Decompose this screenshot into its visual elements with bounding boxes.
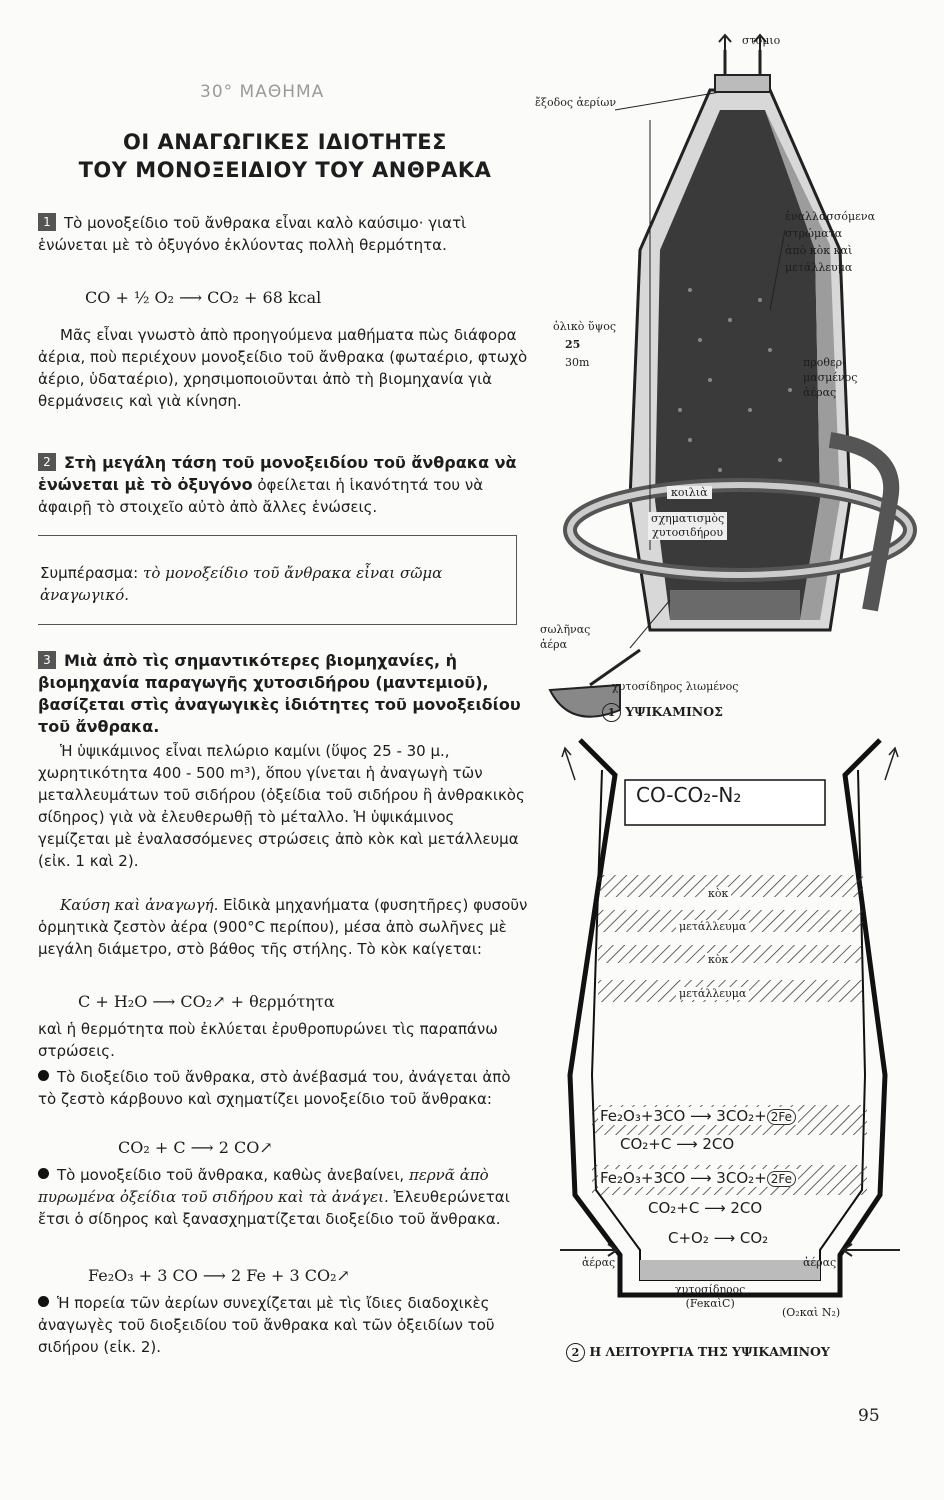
gas-up-arrow-icon: [719, 35, 731, 50]
conclusion: [40, 562, 500, 606]
bullet-2-start: Τὸ μονοξείδιο τοῦ ἄνθρακα, καθὼς ἀνεβαίνει,: [57, 1166, 405, 1184]
section-1: [38, 212, 528, 256]
gas-up-arrow-icon: [885, 748, 898, 780]
equation-co-combustion: CO + ½ O₂ ⟶ CO₂ + 68 kcal: [85, 288, 322, 307]
gas-up-arrow-icon: [562, 748, 575, 780]
label-ore-2: μετάλλευμα: [676, 987, 749, 1000]
molten-iron-pool: [670, 590, 800, 620]
combustion-text: Εἰδικὰ μηχανήματα (φυσητῆρες) φυσοῦν ὁρμητικὰ ζεστὸν ἀέρα (900°C περίπου), μέσα ἀπὸ σωλῆνες μὲ μεγάλη διάμετρο, στὸ βάθος τῆς στήλης. Τὸ κὸκ καίγεται:: [38, 896, 528, 958]
reaction-4: CO₂+C ⟶ 2CO: [648, 1199, 763, 1217]
bullet-2-end: Ἐλευθερώνεται ἔτσι ὁ σίδηρος καὶ ξανασχηματίζεται διοξείδιο τοῦ ἄνθρακα.: [38, 1188, 510, 1228]
section-2-bold: Στὴ μεγάλη τάση τοῦ μονοξειδίου τοῦ ἄνθρακα νὰ ἑνώνεται μὲ τὸ ὀξυγόνο: [38, 453, 517, 494]
section-number: 1: [38, 213, 56, 231]
combustion-heading: Καύση καὶ ἀναγωγή.: [60, 896, 219, 914]
air-inlet-arrow-icon: [560, 1244, 617, 1256]
caption-number-1: 1: [602, 703, 621, 722]
label-cast-iron: χυτοσίδηρος (FeκαὶC): [675, 1283, 746, 1310]
furnace-mouth: [715, 75, 770, 92]
bullet-2: [38, 1164, 528, 1230]
section-3-paragraph-1: Ἡ ὑψικάμινος εἶναι πελώριο καμίνι (ὕψος 25 - 30 μ., χωρητικότητα 400 - 500 m³), ὅπου γίνεται ἡ ἀναγωγὴ τῶν μεταλλευμάτων τοῦ σιδήρου (ὀξείδια τοῦ σιδήρου ἢ ἀνθρακικὸς σίδηρος) γιὰ νὰ ἐλευθερωθῇ τὸ μέταλλο. Ἡ ὑψικάμινος γεμίζεται μὲ ἐναλασσόμενες στρώσεις ἀπὸ κὸκ καὶ μετάλλευμα (εἰκ. 1 καὶ 2).: [38, 742, 525, 870]
section-3: [38, 650, 528, 738]
section-2-rest: ὀφείλεται ἡ ἱκανότητά του νὰ ἀφαιρῇ τὸ στοιχεῖο αὐτὸ ἀπὸ ἄλλες ἑνώσεις.: [38, 476, 484, 516]
conclusion-text: τὸ μονοξείδιο τοῦ ἄνθρακα εἶναι σῶμα ἀναγωγικό.: [40, 564, 443, 604]
label-air-right: ἀέρας: [803, 1256, 837, 1269]
bullet-icon: [38, 1070, 49, 1081]
equation-co2-carbon: CO₂ + C ⟶ 2 CO↗: [118, 1138, 273, 1157]
label-air-pipe: σωλῆνας ἀέρα: [540, 623, 591, 651]
label-preheated-air: προθερ- μασμένος ἀέρας: [803, 356, 858, 399]
label-coke-2: κὸκ: [705, 953, 731, 966]
molten-iron: [640, 1260, 820, 1280]
label-iron-formation: σχηματισμὸς χυτοσιδήρου: [648, 512, 727, 540]
figure-2-caption: 2 Η ΛΕΙΤΟΥΡΓΙΑ ΤΗΣ ΥΨΙΚΑΜΙΝΟΥ: [566, 1343, 830, 1362]
section-1-paragraph: Μᾶς εἶναι γνωστὸ ἀπὸ προηγούμενα μαθήματα πὼς διάφορα ἀέρια, ποὺ περιέχουν μονοξείδιο τοῦ ἄνθρακα (φωταέριο, φτωχὸ ἀέριο, ὑδαταέριο), χρησιμοποιοῦνται ἀπὸ τὴ βιομηχανία γιὰ θερμάνσεις καὶ γιὰ κίνηση.: [38, 326, 528, 410]
label-air-left: ἀέρας: [582, 1256, 616, 1269]
section-2: [38, 452, 528, 518]
label-molten-iron: χυτοσίδηρος λιωμένος: [612, 680, 739, 693]
section-3-bold: Μιὰ ἀπὸ τὶς σημαντικότερες βιομηχανίες, ἡ βιομηχανία παραγωγῆς χυτοσιδήρου (μαντεμιοῦ), βασίζεται στὶς ἀναγωγικὲς ἰδιότητες τοῦ μονοξειδίου τοῦ ἄνθρακα.: [38, 651, 521, 736]
section-3-paragraph-2: [38, 894, 528, 984]
gas-exit-pipes: [725, 50, 760, 75]
label-mouth: στόμιο: [742, 34, 781, 47]
iron-product-badge: 2Fe: [767, 1109, 796, 1125]
section-number: 2: [38, 453, 56, 471]
bullet-1-text: Τὸ διοξείδιο τοῦ ἄνθρακα, στὸ ἀνέβασμά του, ἀνάγεται ἀπὸ τὸ ζεστὸ κάρβουνο καὶ σχηματίζει μονοξείδιο τοῦ ἄνθρακα:: [38, 1068, 511, 1108]
bullet-3-text: Ἡ πορεία τῶν ἀερίων συνεχίζεται μὲ τὶς ἴδιες διαδοχικὲς ἀναγωγὲς τοῦ διοξειδίου τοῦ ἄνθρακα καὶ τῶν ὀξειδίων τοῦ σιδήρου (εἰκ. 2).: [38, 1294, 495, 1356]
label-cavity: κοιλιὰ: [667, 486, 712, 499]
label-ore-1: μετάλλευμα: [676, 920, 749, 933]
section-3-paragraph-3: καὶ ἡ θερμότητα ποὺ ἐκλύεται ἐρυθροπυρώνει τὶς παραπάνω στρώσεις.: [38, 1020, 498, 1060]
bullet-2-italic: περνᾶ ἀπὸ πυρωμένα ὀξείδια τοῦ σιδήρου καὶ τὰ ἀνάγει.: [38, 1166, 489, 1206]
figure-1-caption: 1 ΥΨΙΚΑΜΙΝΟΣ: [602, 703, 723, 722]
label-exhaust-gases: (O₂καὶ N₂): [782, 1306, 841, 1319]
reaction-2: CO₂+C ⟶ 2CO: [620, 1135, 735, 1153]
caption-number-2: 2: [566, 1343, 585, 1362]
title-line-1: ΟΙ ΑΝΑΓΩΓΙΚΕΣ ΙΔΙΟΤΗΤΕΣ: [123, 130, 447, 154]
equation-iron-oxide: Fe₂O₃ + 3 CO ⟶ 2 Fe + 3 CO₂↗: [88, 1266, 350, 1285]
title-line-2: ΤΟΥ ΜΟΝΟΞΕΙΔΙΟΥ ΤΟΥ ΑΝΘΡΑΚΑ: [78, 158, 492, 182]
section-1-text: Τὸ μονοξείδιο τοῦ ἄνθρακα εἶναι καλὸ καύσιμο· γιατὶ ἑνώνεται μὲ τὸ ὀξυγόνο ἐκλύοντας πολλὴ θερμότητα.: [38, 214, 467, 254]
page-title: [40, 128, 530, 184]
lesson-number: 30° ΜΑΘΗΜΑ: [200, 82, 325, 102]
reaction-3: Fe₂O₃+3CO ⟶ 3CO₂+ 2Fe: [598, 1169, 798, 1187]
page-number: 95: [858, 1406, 880, 1426]
equation-steam: C + H₂O ⟶ CO₂↗ + θερμότητα: [78, 992, 335, 1011]
air-inlet-arrow-icon: [843, 1244, 900, 1256]
bullet-1: [38, 1066, 528, 1110]
section-number: 3: [38, 651, 56, 669]
conclusion-label: Συμπέρασμα:: [40, 564, 139, 582]
reaction-1: Fe₂O₃+3CO ⟶ 3CO₂+ 2Fe: [598, 1107, 798, 1125]
label-total-height: ὁλικὸ ὕψος 25 30m: [553, 320, 616, 369]
label-coke-1: κὸκ: [705, 887, 731, 900]
bullet-3: [38, 1292, 528, 1358]
reaction-5: C+O₂ ⟶ CO₂: [668, 1229, 769, 1247]
iron-product-badge: 2Fe: [767, 1171, 796, 1187]
bullet-icon: [38, 1168, 49, 1179]
bullet-icon: [38, 1296, 49, 1307]
label-gas-exit: ἔξοδος ἀερίων: [535, 96, 617, 109]
label-top-gases: CO-CO₂-N₂: [636, 783, 742, 807]
label-layers: ἐναλλασσόμενα στρώματα ἀπὸ κὸκ καὶ μετάλλευμα: [785, 210, 875, 274]
